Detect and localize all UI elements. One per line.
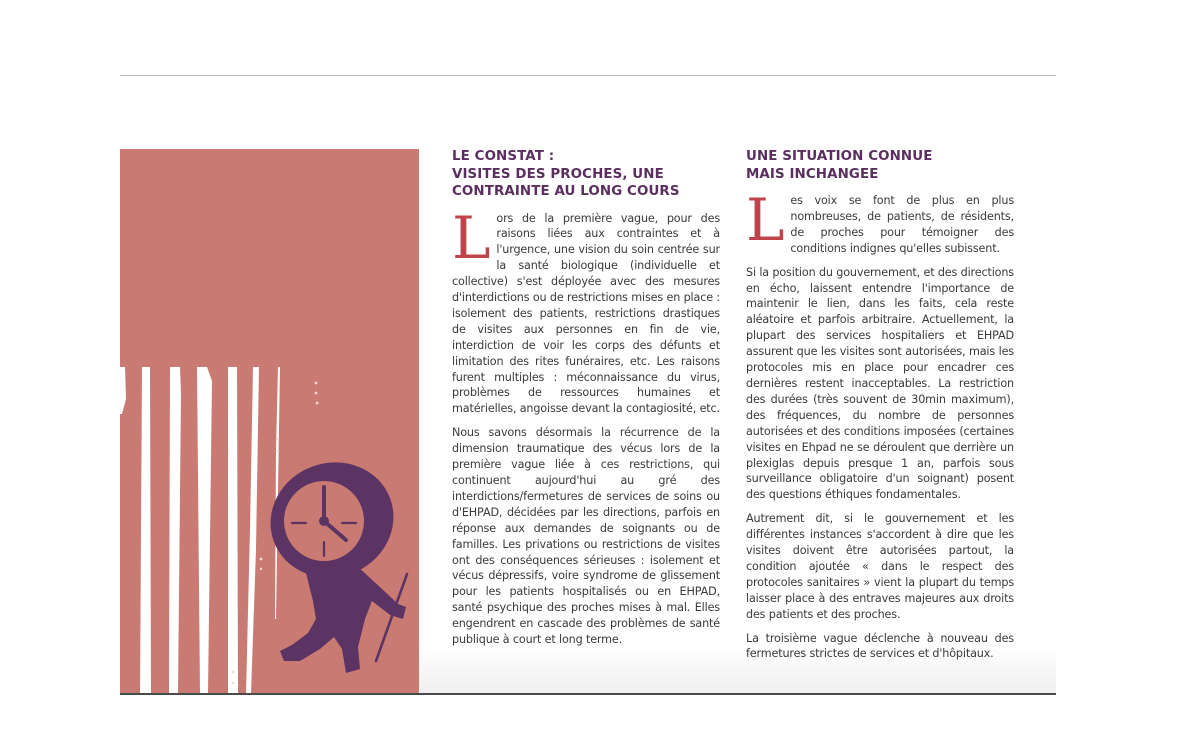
paragraph	[452, 203, 720, 418]
bottom-divider	[120, 693, 1056, 695]
heading-line: MAIS INCHANGEE	[746, 166, 879, 182]
heading-line: LE CONSTAT :	[452, 149, 555, 164]
paragraph: Nous savons désormais la récurrence de la dimension traumatique des vécus lors de la première vague liée à ces restrictions, qui continuent aujourd'hui au gré des interdictions/fermetures de services de soins ou d'EHPAD, décidées par les directions, parfois en réponse aux demandes de soignants ou de familles. Les privations ou restrictions de visites ont des conséquences sérieuses : isolement et vécus dépressifs, voire syndrome de glissement pour les patients hospitalisés ou en EHPAD, santé psychique des proches mises à mal. Elles engendrent en cascade des problèmes de santé publique à court et long terme.	[452, 426, 720, 647]
heading-line: CONTRAINTE AU LONG COURS	[452, 184, 680, 199]
clock-carrier-illustration-icon	[120, 149, 419, 694]
illustration-panel	[120, 149, 419, 694]
section-heading-situation-connue	[746, 148, 1014, 183]
paragraph	[746, 186, 1014, 257]
heading-line: VISITES DES PROCHES, UNE	[452, 166, 664, 182]
paragraph: Autrement dit, si le gouvernement et les différentes instances s'accordent à dire que les visites doivent être autorisées partout, la condition ajoutée « dans le respect des protocoles sanitaires » vient la plupart du temps laisser place à des entraves majeures aux droits des patients et des proches.	[746, 512, 1014, 621]
paragraph-text: es voix se font de plus en plus nombreuses, de patients, de résidents, de proches pour témoigner des conditions indignes qu'elles subissent.	[790, 194, 1014, 255]
paragraph: Si la position du gouvernement, et des directions en écho, laissent entendre l'importance de maintenir le lien, dans les faits, cela reste aléatoire et parfois arbitraire. Actuellement, la plupart des services hospitaliers et EHPAD assurent que les visites sont autorisées, mais les protocoles mis en place pour encadrer ces dernières restent inacceptables. La restriction des durées (très souvent de 30min maximum), des fréquences, du nombre de personnes autorisées et des conditions imposées (certaines visites en Ehpad ne se déroulent que derrière un plexiglas depuis presque 1 an, parfois sous surveillance obligatoire d'un soignant) posent des questions éthiques fondamentales.	[746, 265, 1014, 502]
heading-line: UNE SITUATION CONNUE	[746, 149, 933, 164]
paragraph: La troisième vague déclenche à nouveau des fermetures strictes de services et d'hôpitaux.	[746, 631, 1014, 661]
drop-cap: L	[452, 203, 491, 272]
article-column-left	[452, 148, 720, 656]
drop-cap: L	[746, 186, 785, 254]
paragraph-text: ors de la première vague, pour des raisons liées aux contraintes et à l'urgence, une vision du soin centrée sur la santé biologique (individuelle et collective) s'est déployée avec des mesures d'interdictions ou de restrictions mises en place : isolement des patients, restrictions drastiques de visites aux personnes en fin de vie, interdiction de voir les corps des défunts et limitation des rites funéraires, etc. Les raisons furent multiples : méconnaissance du virus, problèmes de ressources humaines et matérielles, angoisse devant la contagiosité, etc.	[452, 211, 720, 416]
section-heading-le-constat	[452, 148, 720, 201]
article-column-right	[746, 148, 1014, 670]
